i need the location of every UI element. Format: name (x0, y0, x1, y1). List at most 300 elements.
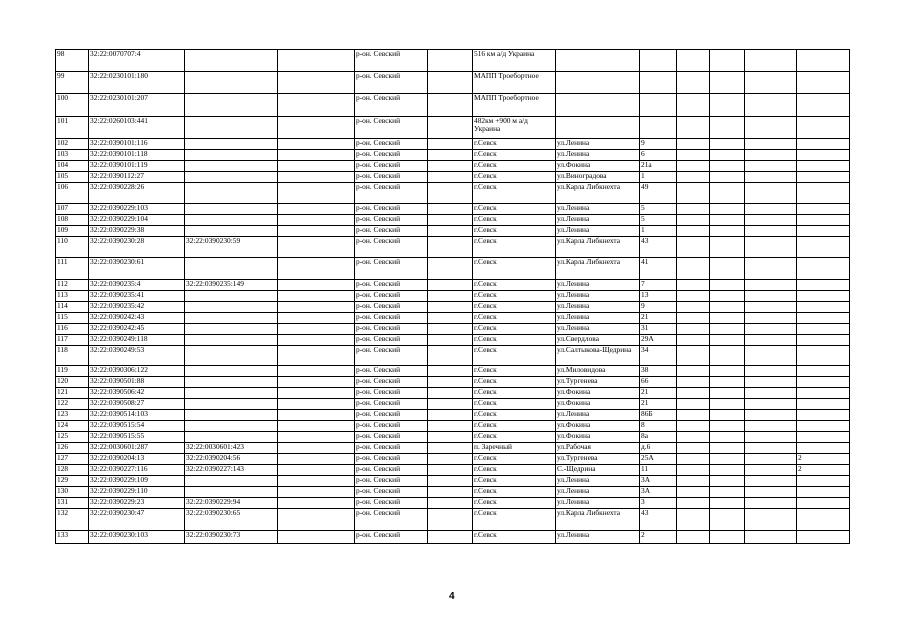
table-cell (710, 139, 745, 150)
table-cell (640, 50, 677, 72)
table-cell (745, 465, 797, 476)
table-cell (185, 302, 278, 313)
table-cell: г.Севск (473, 291, 556, 302)
table-cell (185, 139, 278, 150)
table-cell: р-он. Севский (355, 421, 428, 432)
table-cell (677, 291, 710, 302)
table-row (56, 388, 850, 399)
table-cell: р-он. Севский (355, 161, 428, 172)
table-cell: ул.Ленина (556, 280, 640, 291)
table-cell (745, 72, 797, 94)
table-cell (278, 172, 355, 183)
table-cell: 9 (640, 302, 677, 313)
table-row (56, 204, 850, 215)
table-cell: 103 (56, 150, 89, 161)
table-cell (185, 226, 278, 237)
table-cell: г.Севск (473, 388, 556, 399)
table-cell (278, 280, 355, 291)
table-cell (677, 72, 710, 94)
table-cell (745, 377, 797, 388)
table-cell (710, 410, 745, 421)
table-cell: 49 (640, 183, 677, 204)
table-cell: р-он. Севский (355, 50, 428, 72)
table-row (56, 161, 850, 172)
table-cell (745, 226, 797, 237)
table-cell: 122 (56, 399, 89, 410)
table-cell (797, 487, 850, 498)
table-cell (185, 72, 278, 94)
table-cell (797, 302, 850, 313)
table-cell: г.Севск (473, 172, 556, 183)
table-cell (797, 443, 850, 454)
table-cell (797, 388, 850, 399)
table-cell (797, 509, 850, 531)
table-cell (428, 421, 473, 432)
table-cell (428, 94, 473, 117)
table-cell: р-он. Севский (355, 476, 428, 487)
table-cell (278, 487, 355, 498)
table-cell (797, 172, 850, 183)
table-cell (428, 161, 473, 172)
table-cell (677, 454, 710, 465)
table-cell: 32:22:0390229:109 (89, 476, 185, 487)
table-cell: 124 (56, 421, 89, 432)
table-cell (185, 204, 278, 215)
table-cell: ул.Ленина (556, 291, 640, 302)
table-cell: 9 (640, 139, 677, 150)
table-cell (428, 410, 473, 421)
table-cell: 32:22:0390506:42 (89, 388, 185, 399)
table-cell (278, 313, 355, 324)
table-cell: 21 (640, 313, 677, 324)
table-cell: ул.Ленина (556, 410, 640, 421)
table-row (56, 410, 850, 421)
table-cell: 107 (56, 204, 89, 215)
table-cell (677, 335, 710, 346)
table-cell: 34 (640, 346, 677, 366)
table-cell: 13 (640, 291, 677, 302)
table-cell (428, 117, 473, 139)
table-cell: г.Севск (473, 302, 556, 313)
table-cell: 32:22:0390229:103 (89, 204, 185, 215)
table-cell (710, 94, 745, 117)
table-cell (745, 280, 797, 291)
table-cell (677, 150, 710, 161)
table-cell (185, 366, 278, 377)
table-cell (185, 172, 278, 183)
table-cell (710, 291, 745, 302)
table-cell (745, 172, 797, 183)
table-cell: ул.Фокина (556, 432, 640, 443)
table-cell (428, 150, 473, 161)
table-cell: р-он. Севский (355, 291, 428, 302)
table-cell (710, 476, 745, 487)
table-row (56, 302, 850, 313)
table-cell (428, 476, 473, 487)
table-cell: р-он. Севский (355, 346, 428, 366)
table-cell: ул.Салтыкова-Щедрина (556, 346, 640, 366)
table-row (56, 183, 850, 204)
table-cell: р-он. Севский (355, 410, 428, 421)
table-cell: ул.Ленина (556, 476, 640, 487)
table-cell: 32:22:0390242:45 (89, 324, 185, 335)
table-cell: 31 (640, 324, 677, 335)
table-cell: р-он. Севский (355, 172, 428, 183)
table-cell: г.Севск (473, 226, 556, 237)
table-cell: 32:22:0390227:143 (185, 465, 278, 476)
table-row (56, 117, 850, 139)
table-cell (797, 324, 850, 335)
table-cell (428, 302, 473, 313)
table-cell: С.-Щедрина (556, 465, 640, 476)
table-cell: г.Севск (473, 335, 556, 346)
table-cell (677, 421, 710, 432)
table-cell (677, 161, 710, 172)
table-cell (278, 94, 355, 117)
table-cell (677, 366, 710, 377)
table-cell: 32:22:0390229:104 (89, 215, 185, 226)
table-cell (428, 498, 473, 509)
table-cell (745, 531, 797, 544)
table-cell (278, 117, 355, 139)
table-cell (677, 117, 710, 139)
table-cell (556, 117, 640, 139)
table-cell: р-он. Севский (355, 302, 428, 313)
table-cell (710, 366, 745, 377)
table-cell: 5 (640, 204, 677, 215)
table-cell (710, 443, 745, 454)
table-cell (185, 324, 278, 335)
table-row (56, 531, 850, 544)
table-cell: 131 (56, 498, 89, 509)
table-cell: 32:22:0230101:207 (89, 94, 185, 117)
table-cell (797, 476, 850, 487)
table-cell: 120 (56, 377, 89, 388)
table-row (56, 465, 850, 476)
table-cell (428, 531, 473, 544)
table-cell (710, 117, 745, 139)
table-cell: р-он. Севский (355, 465, 428, 476)
table-cell (428, 291, 473, 302)
table-cell (278, 377, 355, 388)
table-cell: г.Севск (473, 280, 556, 291)
table-cell: 32:22:0030601:423 (185, 443, 278, 454)
table-cell: 32:22:0390101:118 (89, 150, 185, 161)
table-cell (677, 476, 710, 487)
table-cell: 129 (56, 476, 89, 487)
table-cell (185, 313, 278, 324)
table-cell: р-он. Севский (355, 280, 428, 291)
table-cell: ул.Ленина (556, 498, 640, 509)
table-cell: 32:22:0230101:180 (89, 72, 185, 94)
table-cell (428, 509, 473, 531)
table-cell: ул.Тургенева (556, 454, 640, 465)
table-cell: г.Севск (473, 204, 556, 215)
table-cell: р-он. Севский (355, 117, 428, 139)
table-cell: 32:22:0390235:4 (89, 280, 185, 291)
table-cell: 116 (56, 324, 89, 335)
table-row (56, 346, 850, 366)
table-cell: г.Севск (473, 346, 556, 366)
table-cell: 128 (56, 465, 89, 476)
table-cell (710, 346, 745, 366)
table-cell (677, 498, 710, 509)
table-cell (278, 324, 355, 335)
table-cell (185, 335, 278, 346)
table-cell: 113 (56, 291, 89, 302)
table-cell: 104 (56, 161, 89, 172)
table-cell: г.Севск (473, 215, 556, 226)
table-cell (185, 421, 278, 432)
table-cell (428, 183, 473, 204)
table-cell (745, 410, 797, 421)
table-cell (185, 161, 278, 172)
table-cell: 32:22:0390229:23 (89, 498, 185, 509)
table-row (56, 366, 850, 377)
table-cell (428, 215, 473, 226)
table-cell: 110 (56, 237, 89, 258)
table-cell (745, 399, 797, 410)
table-cell (278, 183, 355, 204)
table-cell (745, 366, 797, 377)
table-cell (677, 531, 710, 544)
table-cell: ул.Ленина (556, 313, 640, 324)
table-cell (710, 377, 745, 388)
table-cell (797, 258, 850, 280)
table-cell (640, 94, 677, 117)
table-cell (745, 509, 797, 531)
table-cell: ул.Ленина (556, 226, 640, 237)
page-number: 4 (449, 591, 455, 602)
table-cell (677, 487, 710, 498)
table-cell: 109 (56, 226, 89, 237)
table-cell (278, 204, 355, 215)
table-cell (278, 509, 355, 531)
table-cell: р-он. Севский (355, 215, 428, 226)
table-cell (797, 150, 850, 161)
table-cell: 41 (640, 258, 677, 280)
table-cell (428, 487, 473, 498)
table-cell: 118 (56, 346, 89, 366)
table-cell: ул.Ленина (556, 487, 640, 498)
property-register-table (55, 49, 850, 544)
table-cell: 32:22:0390228:26 (89, 183, 185, 204)
table-cell: р-он. Севский (355, 443, 428, 454)
table-cell (185, 346, 278, 366)
table-cell: 101 (56, 117, 89, 139)
table-row (56, 139, 850, 150)
table-cell: г.Севск (473, 237, 556, 258)
table-cell (677, 183, 710, 204)
table-row (56, 280, 850, 291)
table-cell (710, 258, 745, 280)
table-cell (428, 237, 473, 258)
table-cell: 100 (56, 94, 89, 117)
table-cell: г.Севск (473, 324, 556, 335)
table-cell: ул.Карла Либкнехта (556, 258, 640, 280)
table-cell (428, 454, 473, 465)
table-cell: 2 (797, 465, 850, 476)
table-cell (710, 172, 745, 183)
table-cell: г.Севск (473, 313, 556, 324)
table-cell: ул.Ленина (556, 302, 640, 313)
table-cell (428, 258, 473, 280)
table-cell: г.Севск (473, 161, 556, 172)
table-cell: ул.Ленина (556, 215, 640, 226)
table-cell: 32:22:0390230:59 (185, 237, 278, 258)
table-cell: 5 (640, 215, 677, 226)
table-cell (677, 399, 710, 410)
table-cell (710, 226, 745, 237)
table-cell: 32:22:0390242:43 (89, 313, 185, 324)
table-cell (797, 313, 850, 324)
table-cell: р-он. Севский (355, 258, 428, 280)
table-cell (278, 443, 355, 454)
table-cell (797, 531, 850, 544)
table-cell: 32:22:0390306:122 (89, 366, 185, 377)
table-cell: 125 (56, 432, 89, 443)
table-cell (677, 324, 710, 335)
table-cell: 32:22:0390229:38 (89, 226, 185, 237)
table-cell (278, 335, 355, 346)
table-cell (797, 280, 850, 291)
table-cell (797, 117, 850, 139)
table-cell (797, 335, 850, 346)
table-cell: г.Севск (473, 465, 556, 476)
table-cell: 32:22:0070707:4 (89, 50, 185, 72)
table-cell: р-он. Севский (355, 498, 428, 509)
table-row (56, 72, 850, 94)
table-cell (745, 476, 797, 487)
table-cell: 32:22:0390235:41 (89, 291, 185, 302)
table-cell: р-он. Севский (355, 150, 428, 161)
table-cell (677, 509, 710, 531)
table-cell: г.Севск (473, 183, 556, 204)
table-cell (185, 410, 278, 421)
table-cell (797, 377, 850, 388)
table-cell (710, 498, 745, 509)
table-cell: 2 (640, 531, 677, 544)
table-cell: 111 (56, 258, 89, 280)
table-cell: р-он. Севский (355, 183, 428, 204)
table-cell: р-он. Севский (355, 388, 428, 399)
table-cell (797, 204, 850, 215)
table-cell (278, 291, 355, 302)
table-cell (428, 366, 473, 377)
table-cell: п. Заречный (473, 443, 556, 454)
table-cell: г.Севск (473, 509, 556, 531)
table-cell: р-он. Севский (355, 432, 428, 443)
table-cell (677, 280, 710, 291)
table-cell (185, 399, 278, 410)
table-cell: 482км +900 м а/д Украина (473, 117, 556, 139)
table-cell: 32:22:0390230:47 (89, 509, 185, 531)
table-cell: 108 (56, 215, 89, 226)
table-cell: 25А (640, 454, 677, 465)
table-cell (428, 377, 473, 388)
table-cell (185, 183, 278, 204)
table-row (56, 291, 850, 302)
table-cell (677, 377, 710, 388)
table-cell (185, 291, 278, 302)
table-cell (710, 280, 745, 291)
table-cell (745, 204, 797, 215)
table-cell (710, 302, 745, 313)
table-cell: 32:22:0390230:73 (185, 531, 278, 544)
table-row (56, 399, 850, 410)
table-cell (745, 50, 797, 72)
table-cell: 32:22:0390230:65 (185, 509, 278, 531)
table-cell (745, 117, 797, 139)
table-cell (745, 324, 797, 335)
table-cell (677, 388, 710, 399)
table-cell (428, 443, 473, 454)
table-cell (710, 531, 745, 544)
table-cell (677, 237, 710, 258)
table-cell (677, 465, 710, 476)
table-cell (710, 432, 745, 443)
table-cell: д.6 (640, 443, 677, 454)
table-row (56, 50, 850, 72)
table-cell: г.Севск (473, 410, 556, 421)
table-cell: 6 (640, 150, 677, 161)
table-cell (745, 183, 797, 204)
table-cell (745, 237, 797, 258)
table-cell: р-он. Севский (355, 399, 428, 410)
table-cell: ул.Рабочая (556, 443, 640, 454)
table-cell: 32:22:0390515:55 (89, 432, 185, 443)
table-cell: 7 (640, 280, 677, 291)
table-cell (797, 50, 850, 72)
table-cell (797, 432, 850, 443)
table-cell: 126 (56, 443, 89, 454)
table-cell (710, 465, 745, 476)
table-cell: МАПП Троебортное (473, 72, 556, 94)
table-cell (185, 215, 278, 226)
table-cell (278, 72, 355, 94)
table-cell (745, 335, 797, 346)
table-cell: 43 (640, 237, 677, 258)
table-cell (428, 324, 473, 335)
table-cell (278, 346, 355, 366)
table-cell (278, 432, 355, 443)
table-cell (278, 476, 355, 487)
table-cell (797, 237, 850, 258)
table-cell (710, 509, 745, 531)
table-cell: 21 (640, 399, 677, 410)
table-cell: 32:22:0390230:28 (89, 237, 185, 258)
table-cell (428, 50, 473, 72)
table-cell: 32:22:0390204:56 (185, 454, 278, 465)
table-cell: р-он. Севский (355, 204, 428, 215)
table-cell (677, 172, 710, 183)
table-cell (640, 117, 677, 139)
table-cell: 32:22:0390229:110 (89, 487, 185, 498)
table-cell (677, 215, 710, 226)
table-cell (745, 487, 797, 498)
table-cell (556, 94, 640, 117)
table-cell (710, 487, 745, 498)
table-cell: 112 (56, 280, 89, 291)
table-cell: 115 (56, 313, 89, 324)
table-cell (278, 150, 355, 161)
table-cell (278, 498, 355, 509)
table-cell (278, 258, 355, 280)
table-cell (797, 399, 850, 410)
table-cell: 130 (56, 487, 89, 498)
table-cell: 127 (56, 454, 89, 465)
table-cell (428, 465, 473, 476)
